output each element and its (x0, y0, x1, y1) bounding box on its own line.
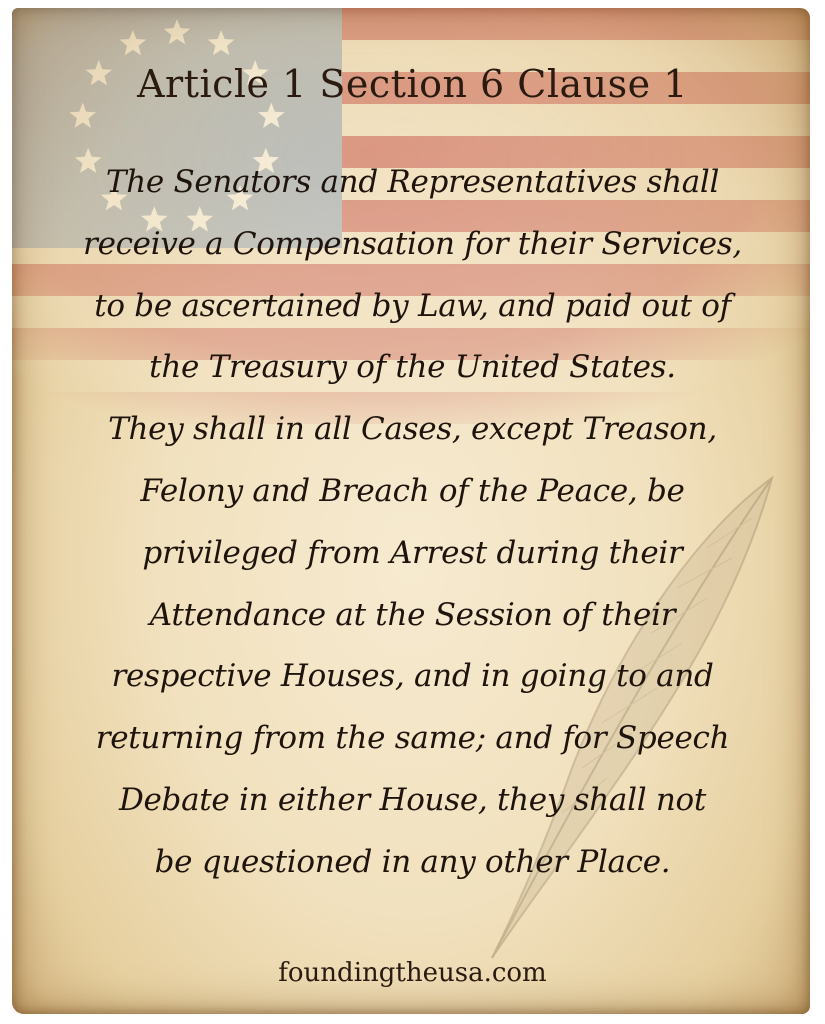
clause-line: respective Houses, and in going to and (111, 658, 714, 695)
page-title: Article 1 Section 6 Clause 1 (137, 62, 688, 106)
clause-line: receive a Compensation for their Services, (83, 225, 742, 262)
clause-line: Attendance at the Session of their (149, 596, 676, 633)
clause-line: Felony and Breach of the Peace, be (140, 472, 685, 509)
clause-line: Debate in either House, they shall not (118, 781, 707, 818)
clause-line: returning from the same; and for Speech (95, 720, 730, 757)
website-footer: foundingtheusa.com (278, 958, 547, 988)
clause-line: the Treasury of the United States. (149, 349, 676, 386)
clause-line: They shall in all Cases, except Treason, (108, 411, 717, 448)
clause-line: be questioned in any other Place. (154, 843, 671, 880)
clause-line: privileged from Arrest during their (142, 534, 683, 571)
clause-line: to be ascertained by Law, and paid out of (94, 287, 731, 324)
clause-text (40, 152, 785, 894)
clause-line: The Senators and Representatives shall (105, 164, 720, 200)
